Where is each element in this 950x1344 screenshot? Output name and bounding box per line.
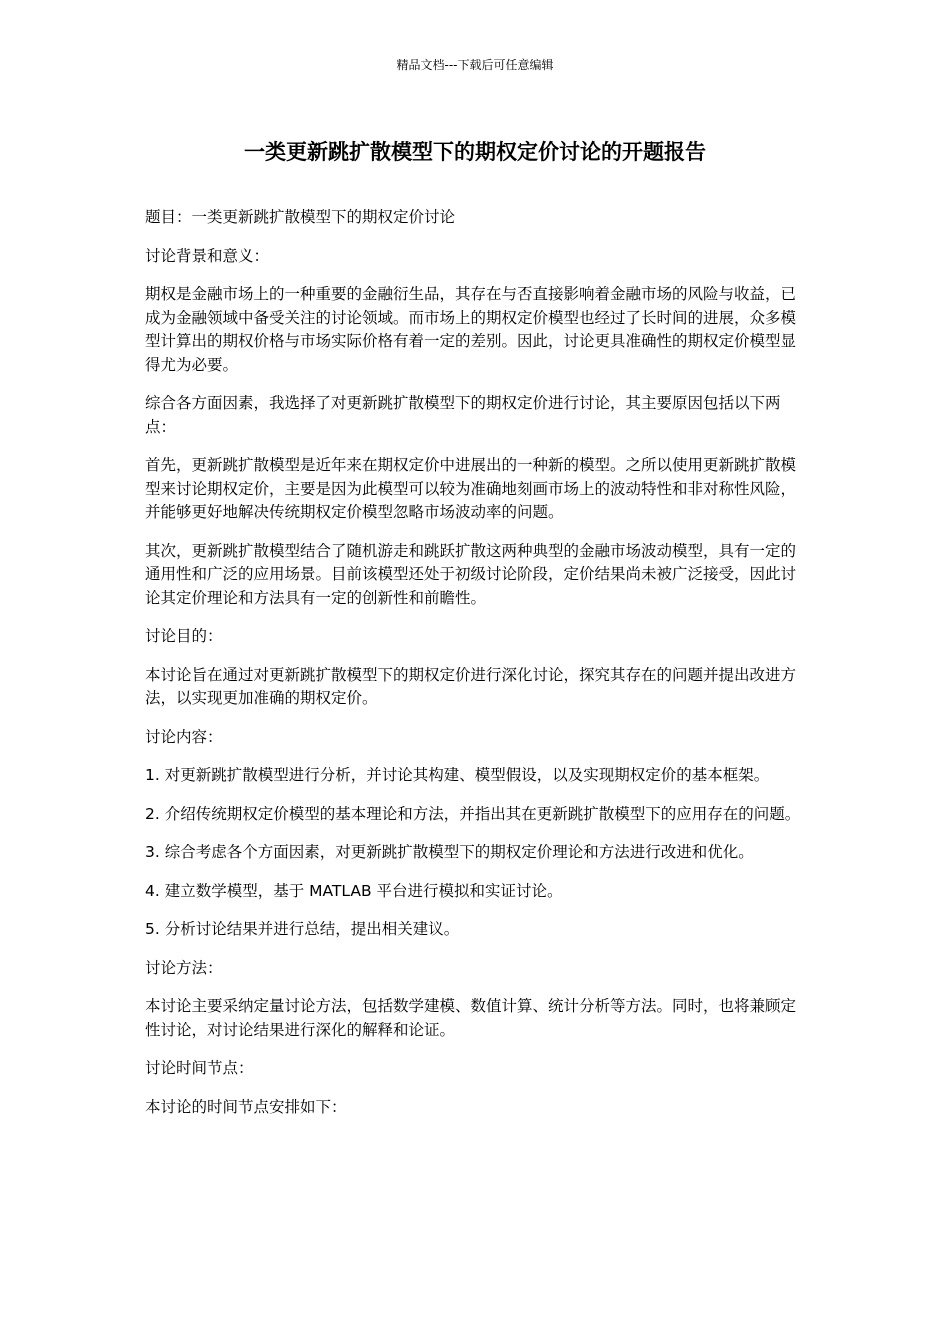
- paragraph-reasons-intro: 综合各方面因素，我选择了对更新跳扩散模型下的期权定价进行讨论，其主要原因包括以下两点：: [145, 394, 781, 436]
- heading-background: 讨论背景和意义：: [145, 246, 270, 265]
- page-header: 精品文档---下载后可任意编辑: [396, 58, 554, 72]
- paragraph-reason-first: 首先，更新跳扩散模型是近年来在期权定价中进展出的一种新的模型。之所以使用更新跳扩散模型来讨论期权定价，主要是因为此模型可以较为准确地刻画市场上的波动特性和非对称性风险，并能够更好地解决传统期权定价模型忽略市场波动率的问题。: [145, 456, 797, 521]
- list-item-content-5: 5. 分析讨论结果并进行总结，提出相关建议。: [145, 920, 460, 938]
- paragraph-reason-second: 其次，更新跳扩散模型结合了随机游走和跳跃扩散这两种典型的金融市场波动模型，具有一定的通用性和广泛的应用场景。目前该模型还处于初级讨论阶段，定价结果尚未被广泛接受，因此讨论其定价理论和方法具有一定的创新性和前瞻性。: [145, 541, 797, 607]
- document-title: 一类更新跳扩散模型下的期权定价讨论的开题报告: [244, 140, 706, 164]
- list-item-content-1: 1. 对更新跳扩散模型进行分析，并讨论其构建、模型假设，以及实现期权定价的基本框架。: [145, 766, 770, 784]
- paragraph-timeline: 本讨论的时间节点安排如下：: [145, 1097, 347, 1116]
- list-item-content-3: 3. 综合考虑各个方面因素，对更新跳扩散模型下的期权定价理论和方法进行改进和优化。: [145, 843, 754, 861]
- paragraph-method: 本讨论主要采纳定量讨论方法，包括数学建模、数值计算、统计分析等方法。同时，也将兼顾定性讨论，对讨论结果进行深化的解释和论证。: [145, 997, 797, 1039]
- document-body: [145, 206, 805, 1134]
- paragraph-background: 期权是金融市场上的一种重要的金融衍生品，其存在与否直接影响着金融市场的风险与收益，已成为金融领域中备受关注的讨论领域。而市场上的期权定价模型也经过了长时间的进展，众多模型计算出的期权价格与市场实际价格有着一定的差别。因此，讨论更具准确性的期权定价模型显得尤为必要。: [145, 285, 797, 374]
- heading-purpose: 讨论目的：: [145, 627, 223, 645]
- paragraph-topic: 题目：一类更新跳扩散模型下的期权定价讨论: [145, 208, 456, 226]
- list-item-content-4: 4. 建立数学模型，基于 MATLAB 平台进行模拟和实证讨论。: [145, 881, 563, 900]
- list-item-content-2: 2. 介绍传统期权定价模型的基本理论和方法，并指出其在更新跳扩散模型下的应用存在的问题。: [145, 804, 801, 823]
- heading-timeline: 讨论时间节点：: [145, 1059, 254, 1077]
- paragraph-purpose: 本讨论旨在通过对更新跳扩散模型下的期权定价进行深化讨论，探究其存在的问题并提出改进方法，以实现更加准确的期权定价。: [145, 665, 797, 707]
- heading-content: 讨论内容：: [145, 727, 223, 746]
- heading-method: 讨论方法：: [145, 958, 223, 977]
